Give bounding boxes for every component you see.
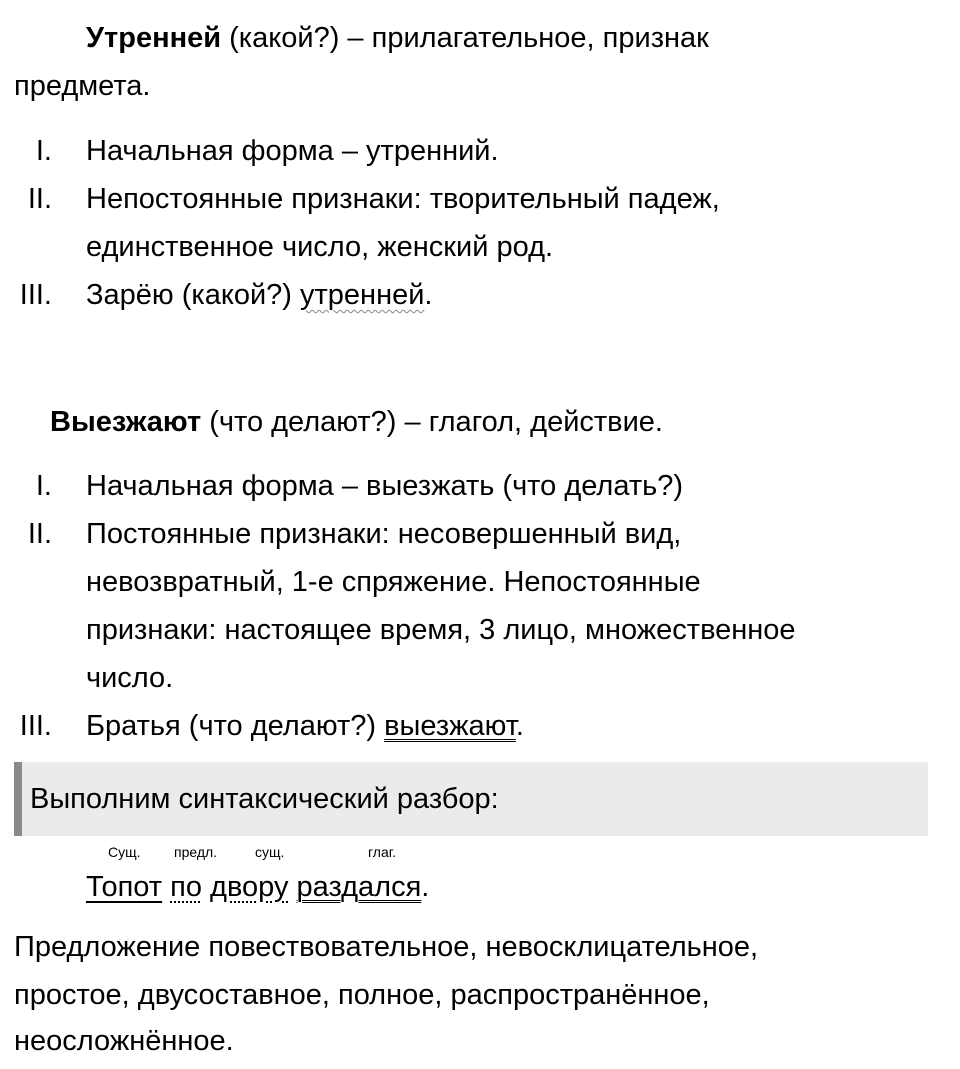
parse-mark-verb: глаг.: [368, 844, 397, 860]
section1-item3-pre: Зарёю (какой?): [86, 279, 301, 311]
parsed-word-subject: Топот: [86, 871, 163, 903]
parse-mark-noun: Сущ.: [108, 844, 141, 860]
section1-heading-line2: предмета.: [14, 70, 151, 102]
parsed-sentence-end: .: [421, 871, 430, 903]
section2-item2-line2: невозвратный, 1-е спряжение. Непостоянные: [86, 566, 701, 598]
section2-item3-marked-word: выезжают: [384, 710, 516, 742]
section2-heading-rest: (что делают?) – глагол, действие.: [201, 406, 663, 438]
section2-item2-line1: Постоянные признаки: несовершенный вид,: [86, 518, 682, 550]
parsed-word-predicate: раздался: [296, 871, 422, 903]
parsed-sentence: [86, 868, 429, 906]
section2-item2-line3: признаки: настоящее время, 3 лицо, множественное: [86, 614, 796, 646]
parsed-word-preposition: по: [170, 871, 202, 903]
section1-item2-number: II.: [27, 183, 52, 215]
section2-item3-text: [86, 707, 524, 745]
section2-heading-word: Выезжают: [50, 406, 202, 438]
section1-item2-text-line2: единственное число, женский род.: [86, 231, 554, 263]
section1-heading: [86, 19, 709, 57]
section1-heading-word: Утренней: [86, 22, 222, 54]
parse-mark-preposition: предл.: [174, 844, 218, 860]
section2-item2-number: II.: [27, 518, 52, 550]
callout-text: Выполним синтаксический разбор:: [30, 783, 499, 815]
callout-accent-bar: [14, 762, 22, 836]
section1-item3-marked-word: утренней: [300, 279, 425, 311]
conclusion-line3: неосложнённое.: [14, 1025, 234, 1057]
conclusion-line1: Предложение повествовательное, невосклицательное,: [14, 931, 759, 963]
parsed-word-object: двору: [210, 871, 289, 903]
parse-mark-noun2: сущ.: [255, 844, 285, 860]
section1-item1-text: Начальная форма – утренний.: [86, 135, 499, 167]
section2-item2-line4: число.: [86, 662, 174, 694]
section2-item1-text: Начальная форма – выезжать (что делать?): [86, 470, 683, 502]
section1-item3-post: .: [424, 279, 433, 311]
syntax-parse-callout: [14, 762, 928, 836]
section1-item1-number: I.: [35, 135, 52, 167]
conclusion-line2: простое, двусоставное, полное, распространённое,: [14, 979, 710, 1011]
section1-item2-text: Непостоянные признаки: творительный падеж,: [86, 183, 720, 215]
section1-item3-text: [86, 276, 432, 314]
section2-item3-post: .: [515, 710, 524, 742]
section1-heading-rest: (какой?) – прилагательное, признак: [221, 22, 709, 54]
section1-item3-number: III.: [19, 279, 52, 311]
section2-item3-number: III.: [19, 710, 52, 742]
section2-heading: [50, 403, 663, 441]
section2-item3-pre: Братья (что делают?): [86, 710, 385, 742]
section2-item1-number: I.: [35, 470, 52, 502]
